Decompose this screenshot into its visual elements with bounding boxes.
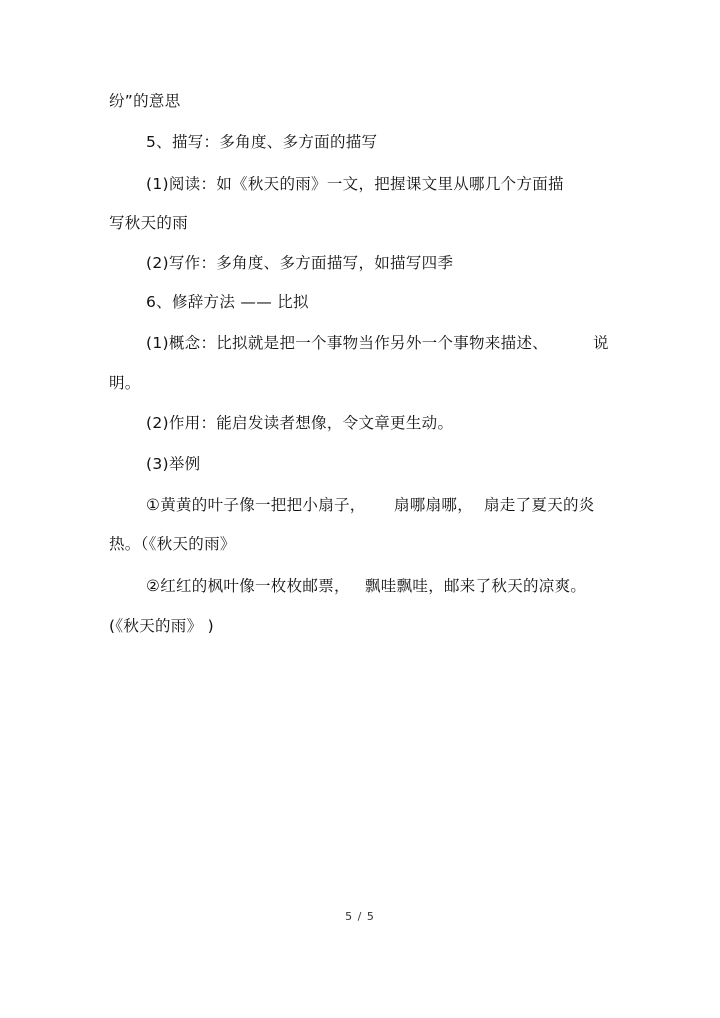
text-fragment: ②红红的枫叶像一枚枚邮票， bbox=[146, 577, 350, 595]
section-heading: 6、修辞方法 —— 比拟 bbox=[146, 293, 309, 311]
text-line: 热。（《秋天的雨》 bbox=[109, 535, 236, 553]
text-line: 明。 bbox=[109, 374, 141, 392]
section-heading: 5、描写：多角度、多方面的描写 bbox=[146, 133, 378, 151]
text-line: (1)概念：比拟就是把一个事物当作另外一个事物来描述、 bbox=[146, 334, 549, 352]
text-fragment: 说 bbox=[593, 334, 609, 352]
text-line: (1)阅读：如《秋天的雨》一文，把握课文里从哪几个方面描 bbox=[146, 175, 564, 193]
text-line: (《秋天的雨》 ) bbox=[109, 617, 214, 635]
text-fragment: 飘哇飘哇，邮来了秋天的凉爽。 bbox=[365, 577, 587, 595]
text-fragment: ①黄黄的叶子像一把把小扇子， bbox=[146, 496, 366, 514]
text-line: 写秋天的雨 bbox=[109, 214, 189, 232]
text-fragment: 扇走了夏天的炎 bbox=[484, 496, 595, 514]
page-number: 5 / 5 bbox=[345, 910, 375, 923]
text-line: 纷”的意思 bbox=[109, 92, 181, 110]
text-line: (2)写作：多角度、多方面描写，如描写四季 bbox=[146, 254, 454, 272]
text-line: (3)举例 bbox=[146, 455, 201, 473]
text-line: (2)作用：能启发读者想像，令文章更生动。 bbox=[146, 414, 454, 432]
text-fragment: 扇哪扇哪， bbox=[394, 496, 474, 514]
